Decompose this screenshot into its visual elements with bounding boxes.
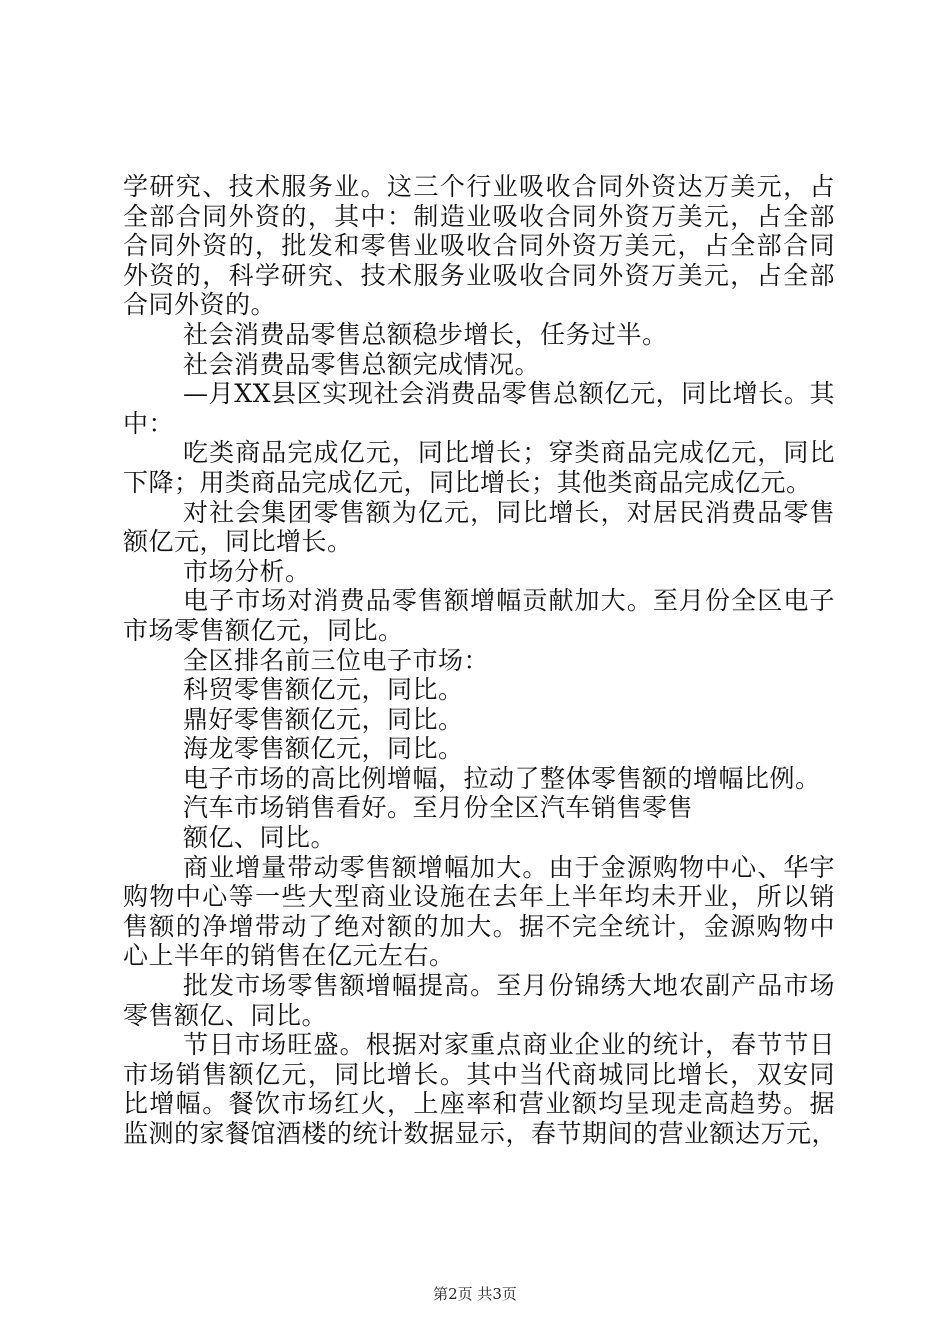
text-line: 社会消费品零售总额完成情况。 [183, 349, 541, 379]
text-line: 市场零售额亿元，同比。 [123, 615, 404, 645]
text-line: 市场销售额亿元，同比增长。其中当代商城同比增长，双安同 [123, 1059, 835, 1089]
text-line: 吃类商品完成亿元，同比增长；穿类商品完成亿元，同比 [183, 438, 835, 468]
text-line: 监测的家餐馆酒楼的统计数据显示，春节期间的营业额达万元， [123, 1119, 838, 1148]
text-line: 比增幅。餐饮市场红火，上座率和营业额均呈现走高趋势。据 [123, 1089, 835, 1119]
text-line: 商业增量带动零售额增幅加大。由于金源购物中心、华宇 [183, 852, 835, 882]
text-line: 学研究、技术服务业。这三个行业吸收合同外资达万美元，占 [123, 172, 835, 201]
document-body [123, 172, 838, 1149]
text-line: —月XX县区实现社会消费品零售总额亿元，同比增长。其 [183, 379, 835, 409]
text-line: 额亿、同比。 [183, 823, 337, 853]
text-line: 零售额亿、同比。 [123, 1000, 328, 1030]
text-line: 全部合同外资的，其中：制造业吸收合同外资万美元，占全部 [123, 201, 835, 231]
text-line: 市场分析。 [183, 556, 311, 586]
text-line: 售额的净增带动了绝对额的加大。据不完全统计，金源购物中 [123, 911, 835, 941]
text-line: 中： [123, 408, 175, 438]
text-line: 电子市场对消费品零售额增幅贡献加大。至月份全区电子 [183, 586, 835, 616]
text-line: 鼎好零售额亿元，同比。 [183, 704, 464, 734]
text-line: 批发市场零售额增幅提高。至月份锦绣大地农副产品市场 [183, 971, 835, 1001]
text-line: 社会消费品零售总额稳步增长，任务过半。 [183, 319, 668, 349]
text-line: 额亿元，同比增长。 [123, 527, 353, 557]
text-line: 全区排名前三位电子市场： [183, 645, 490, 675]
text-line: 海龙零售额亿元，同比。 [183, 734, 464, 764]
text-line: 合同外资的，批发和零售业吸收合同外资万美元，占全部合同 [123, 231, 835, 261]
text-line: 购物中心等一些大型商业设施在去年上半年均未开业，所以销 [123, 882, 835, 912]
page-footer: 第2页 共3页 [433, 1285, 517, 1303]
text-line: 节日市场旺盛。根据对家重点商业企业的统计，春节节日 [183, 1030, 835, 1060]
text-line: 汽车市场销售看好。至月份全区汽车销售零售 [183, 793, 694, 823]
text-line: 下降；用类商品完成亿元，同比增长；其他类商品完成亿元。 [123, 467, 812, 497]
text-line: 心上半年的销售在亿元左右。 [123, 941, 455, 971]
text-line: 科贸零售额亿元，同比。 [183, 675, 464, 705]
text-line: 对社会集团零售额为亿元，同比增长，对居民消费品零售 [183, 497, 835, 527]
text-line: 合同外资的。 [123, 290, 277, 320]
text-line: 外资的，科学研究、技术服务业吸收合同外资万美元，占全部 [123, 260, 835, 290]
text-line: 电子市场的高比例增幅，拉动了整体零售额的增幅比例。 [183, 763, 821, 793]
